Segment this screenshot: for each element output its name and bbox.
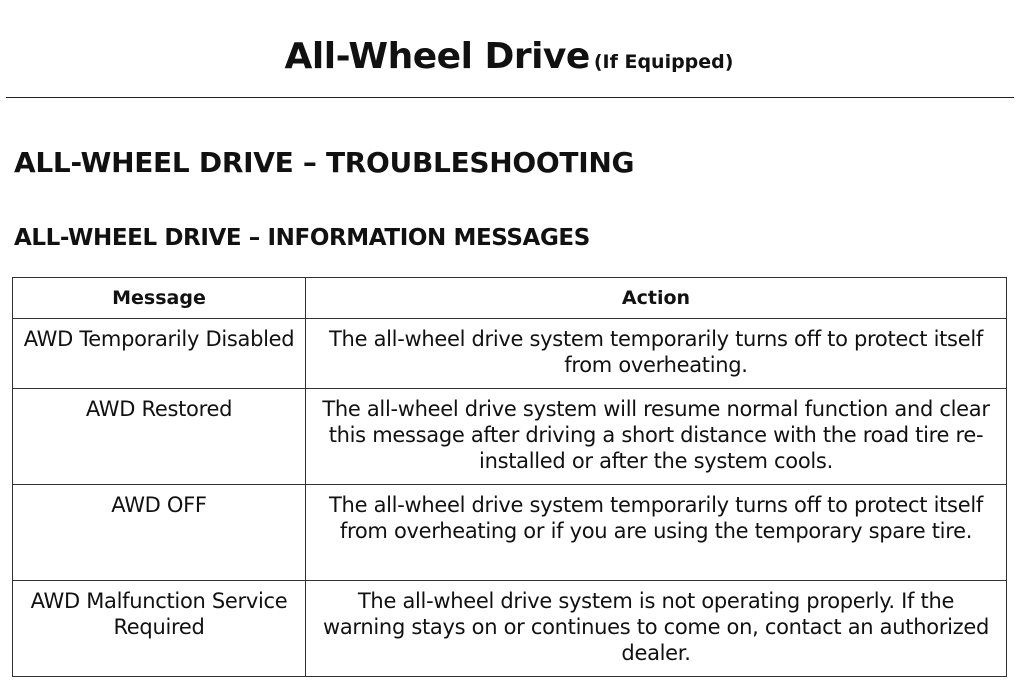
page-title: All-Wheel Drive — [284, 36, 590, 77]
table-row — [13, 485, 1007, 581]
column-header-action: Action — [306, 278, 1007, 319]
action-cell: The all-wheel drive system temporarily turns off to protect itself from overheating. — [306, 319, 1007, 389]
table-row — [13, 319, 1007, 389]
subsection-heading: ALL-WHEEL DRIVE – INFORMATION MESSAGES — [14, 225, 590, 251]
page-title-qualifier: (If Equipped) — [593, 51, 734, 73]
column-header-message: Message — [13, 278, 306, 319]
message-cell: AWD Malfunction Service Required — [13, 581, 306, 677]
message-cell: AWD Restored — [13, 389, 306, 485]
message-cell: AWD OFF — [13, 485, 306, 581]
table-row — [13, 581, 1007, 677]
action-cell: The all-wheel drive system is not operating properly. If the warning stays on or continues to come on, contact an authorized dealer. — [306, 581, 1007, 677]
page-header — [0, 36, 1018, 77]
header-divider — [6, 97, 1014, 98]
information-messages-table — [12, 277, 1007, 677]
message-cell: AWD Temporarily Disabled — [13, 319, 306, 389]
table-row — [13, 389, 1007, 485]
action-cell: The all-wheel drive system temporarily turns off to protect itself from overheating or if you are using the temporary spare tire. — [306, 485, 1007, 581]
table-header-row — [13, 278, 1007, 319]
section-heading: ALL-WHEEL DRIVE – TROUBLESHOOTING — [14, 146, 635, 179]
action-cell: The all-wheel drive system will resume normal function and clear this message after driving a short distance with the road tire re-installed or after the system cools. — [306, 389, 1007, 485]
